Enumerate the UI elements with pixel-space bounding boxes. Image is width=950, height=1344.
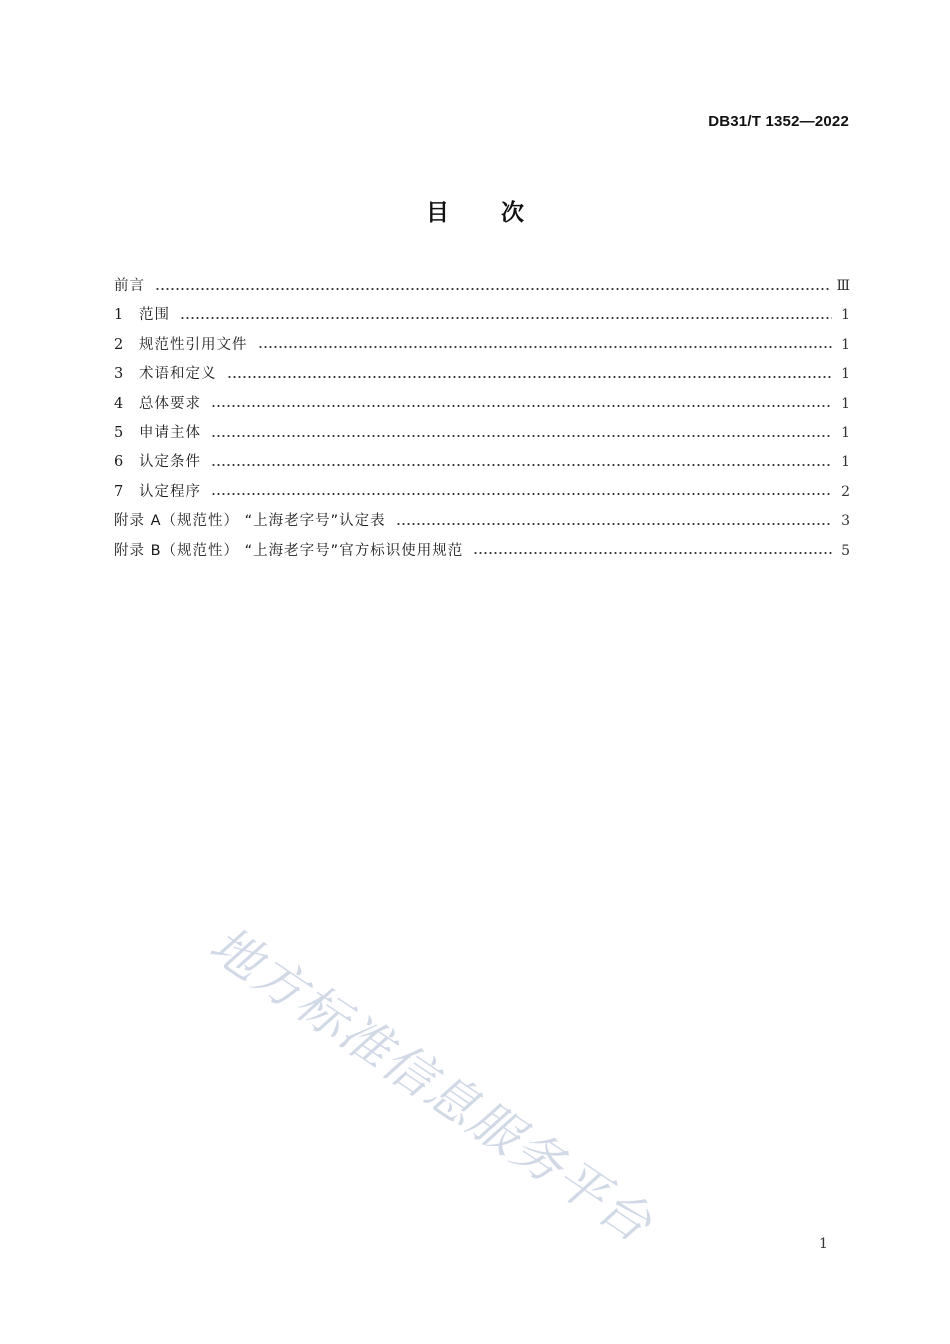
toc-entry-number: 3 [114, 366, 124, 383]
toc-leader-dots [211, 493, 832, 495]
toc-title [0, 194, 950, 227]
toc-entry-6[interactable] [114, 448, 850, 477]
table-of-contents [114, 272, 850, 566]
toc-entry-number: 1 [114, 307, 124, 324]
toc-entry-5[interactable] [114, 419, 850, 448]
toc-entry-1[interactable] [114, 301, 850, 330]
document-code: DB31/T 1352—2022 [708, 113, 849, 130]
page-number: 1 [819, 1236, 828, 1252]
toc-entry-3[interactable] [114, 360, 850, 389]
toc-entry-annex-b[interactable] [114, 537, 850, 566]
toc-leader-dots [258, 346, 833, 348]
toc-leader-dots [396, 523, 832, 525]
toc-entry-number: 5 [114, 424, 124, 441]
toc-entry-foreword[interactable] [114, 272, 850, 301]
toc-entry-label: 附录 B（规范性） “上海老字号”官方标识使用规范 [114, 542, 464, 559]
toc-entry-page: 1 [841, 454, 850, 471]
toc-leader-dots [227, 376, 833, 378]
toc-entry-label: 术语和定义 [139, 366, 217, 383]
toc-leader-dots [155, 288, 830, 290]
toc-title-char-1: 目 [426, 200, 449, 226]
toc-entry-page: 1 [841, 307, 850, 324]
toc-entry-number: 4 [114, 395, 124, 412]
toc-entry-page: 1 [841, 395, 850, 412]
toc-leader-dots [473, 552, 832, 554]
toc-entry-label: 申请主体 [139, 424, 201, 441]
toc-entry-number: 6 [114, 454, 124, 471]
toc-entry-label: 范围 [139, 307, 170, 324]
toc-entry-label: 前言 [114, 278, 145, 294]
toc-entry-label: 认定条件 [139, 454, 201, 471]
toc-entry-label: 规范性引用文件 [139, 336, 248, 353]
toc-entry-number: 7 [114, 483, 124, 500]
toc-leader-dots [211, 405, 832, 407]
toc-leader-dots [180, 317, 832, 319]
toc-entry-annex-a[interactable] [114, 507, 850, 536]
toc-entry-7[interactable] [114, 478, 850, 507]
toc-entry-page: Ⅲ [836, 278, 850, 294]
toc-title-char-2: 次 [501, 200, 524, 226]
toc-entry-label: 总体要求 [139, 395, 201, 412]
toc-entry-label: 附录 A（规范性） “上海老字号”认定表 [114, 513, 386, 530]
toc-leader-dots [211, 464, 832, 466]
toc-entry-4[interactable] [114, 390, 850, 419]
toc-entry-page: 3 [841, 513, 850, 530]
toc-entry-label: 认定程序 [139, 483, 201, 500]
toc-entry-page: 5 [841, 542, 850, 559]
toc-entry-number: 2 [114, 336, 124, 353]
toc-leader-dots [211, 435, 832, 437]
toc-entry-page: 1 [841, 366, 850, 383]
toc-entry-page: 1 [841, 336, 850, 353]
watermark: 地方标准信息服务平台 [199, 915, 663, 1254]
toc-entry-page: 2 [841, 483, 850, 500]
toc-entry-page: 1 [841, 424, 850, 441]
toc-entry-2[interactable] [114, 331, 850, 360]
